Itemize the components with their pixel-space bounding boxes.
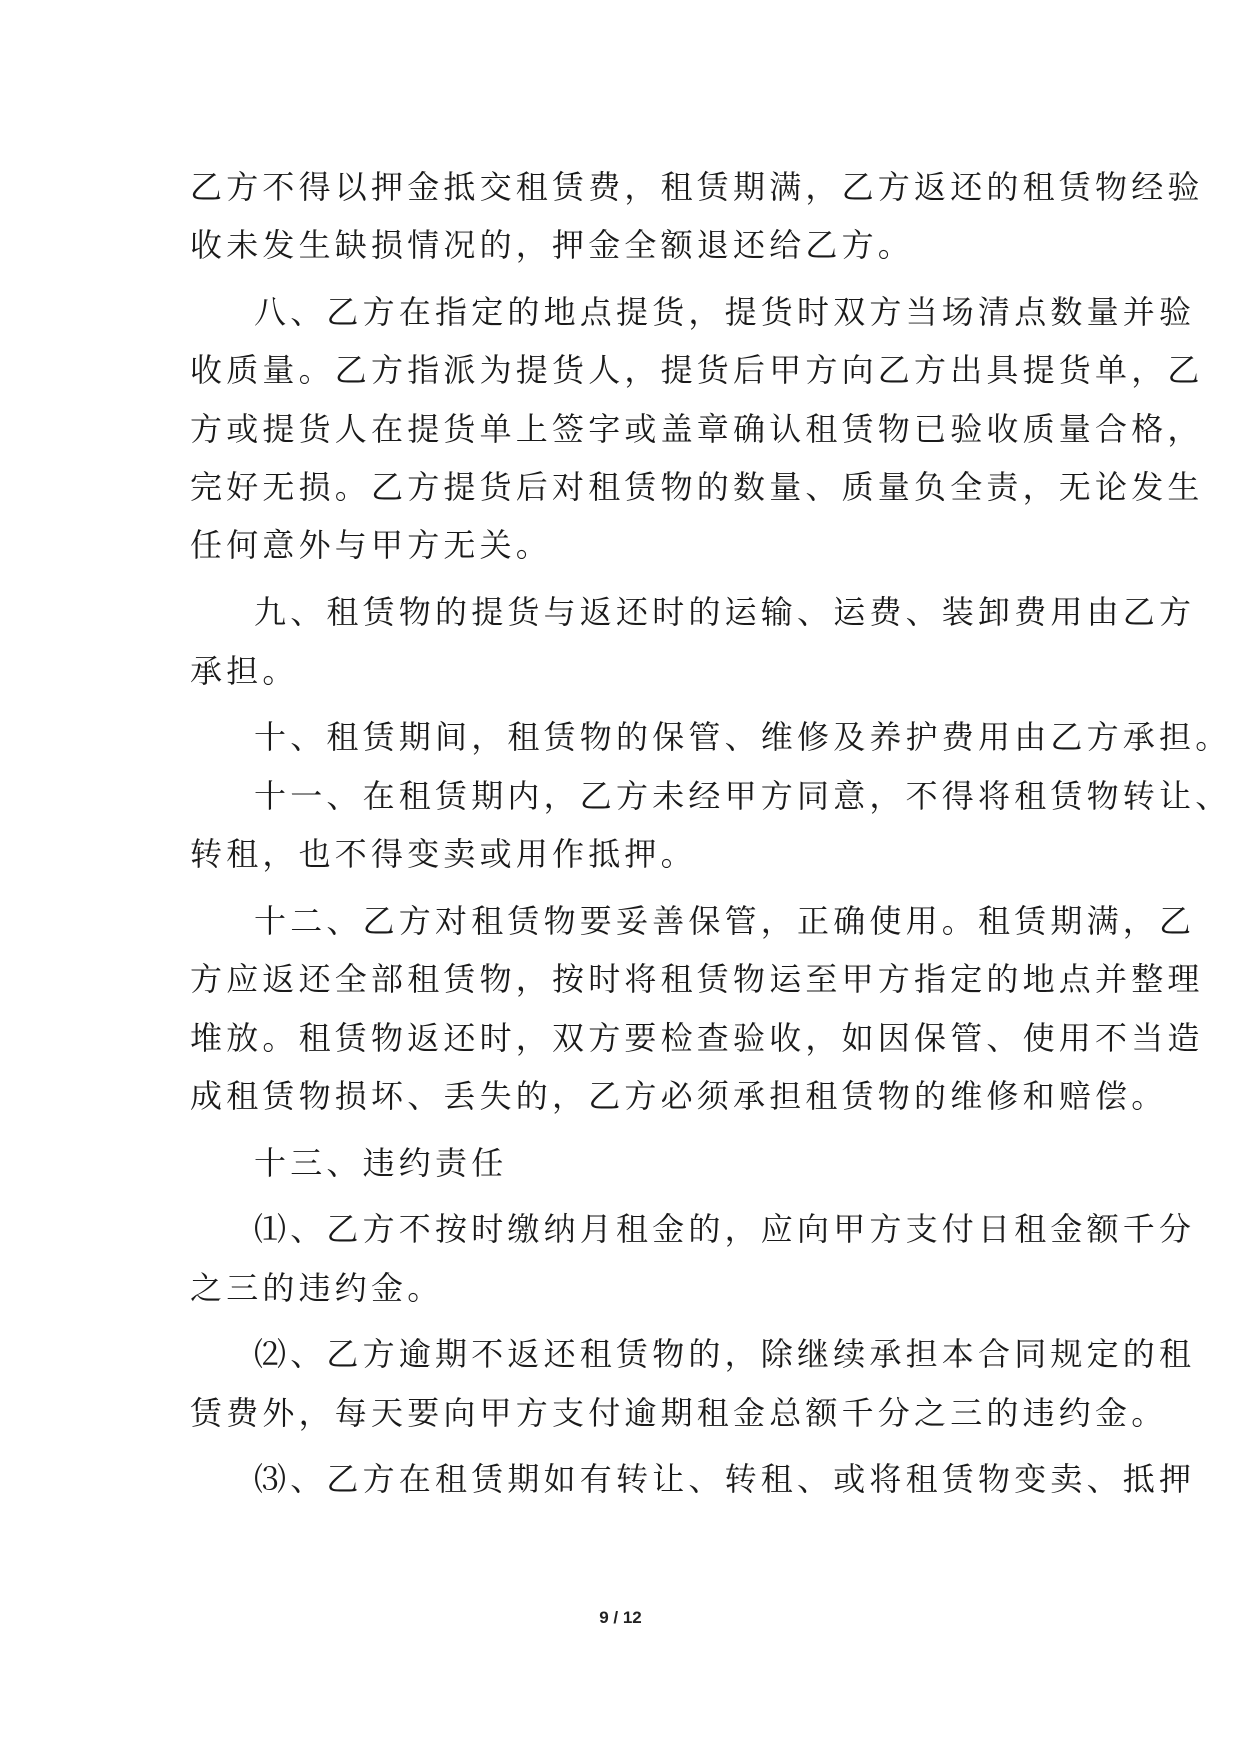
paragraph-start-line: 十二、乙方对租赁物要妥善保管，正确使用。租赁期满，乙	[254, 902, 1196, 940]
paragraph-start-line: 十一、在租赁期内，乙方未经甲方同意，不得将租赁物转让、	[254, 777, 1232, 815]
text-line: 收未发生缺损情况的，押金全额退还给乙方。	[190, 226, 915, 264]
text-line: 方或提货人在提货单上签字或盖章确认租赁物已验收质量合格，	[190, 410, 1204, 448]
text-line: 任何意外与甲方无关。	[190, 526, 553, 564]
text-line: 之三的违约金。	[190, 1269, 444, 1307]
paragraph-start-line: ⑵、乙方逾期不返还租赁物的，除继续承担本合同规定的租	[254, 1335, 1196, 1373]
text-line: 收质量。乙方指派为提货人，提货后甲方向乙方出具提货单，乙	[190, 351, 1204, 389]
section-heading: 十三、违约责任	[254, 1144, 508, 1182]
text-line: 转租，也不得变卖或用作抵押。	[190, 835, 697, 873]
paragraph-start-line: ⑶、乙方在租赁期如有转让、转租、或将租赁物变卖、抵押	[254, 1460, 1196, 1498]
paragraph-start-line: 九、租赁物的提货与返还时的运输、运费、装卸费用由乙方	[254, 593, 1196, 631]
text-line: 成租赁物损坏、丢失的，乙方必须承担租赁物的维修和赔偿。	[190, 1077, 1168, 1115]
paragraph-start-line: ⑴、乙方不按时缴纳月租金的，应向甲方支付日租金额千分	[254, 1210, 1196, 1248]
text-line: 堆放。租赁物返还时，双方要检查验收，如因保管、使用不当造	[190, 1019, 1204, 1057]
text-line: 承担。	[190, 652, 299, 690]
text-line: 方应返还全部租赁物，按时将租赁物运至甲方指定的地点并整理	[190, 960, 1204, 998]
paragraph-start-line: 八、乙方在指定的地点提货，提货时双方当场清点数量并验	[254, 293, 1196, 331]
text-line: 完好无损。乙方提货后对租赁物的数量、质量负全责，无论发生	[190, 468, 1204, 506]
text-line: 乙方不得以押金抵交租赁费，租赁期满，乙方返还的租赁物经验	[190, 168, 1204, 206]
text-line: 赁费外，每天要向甲方支付逾期租金总额千分之三的违约金。	[190, 1394, 1168, 1432]
paragraph-start-line: 十、租赁期间，租赁物的保管、维修及养护费用由乙方承担。	[254, 718, 1232, 756]
page-number: 9 / 12	[599, 1608, 642, 1627]
